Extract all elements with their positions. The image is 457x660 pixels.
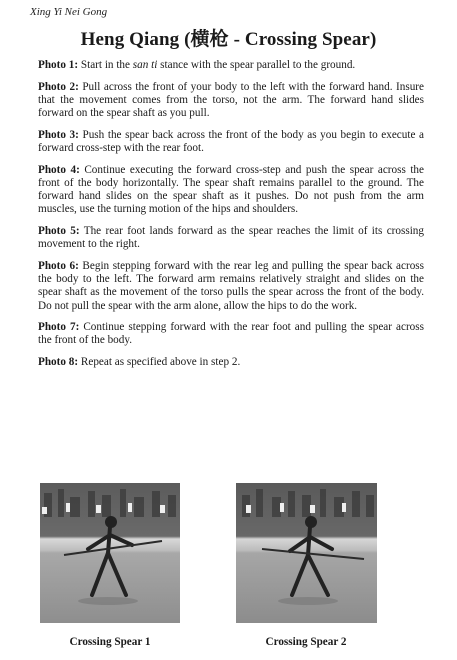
photo-caption-1: Crossing Spear 1 — [69, 636, 151, 648]
step-label: Photo 7: — [38, 321, 80, 334]
step-paragraph — [38, 59, 424, 72]
stance-term: san ti — [132, 59, 158, 71]
page-title: Heng Qiang (横枪 - Crossing Spear) — [80, 29, 377, 50]
running-head: Xing Yi Nei Gong — [30, 6, 108, 18]
photo-image — [236, 483, 377, 623]
step-text: The rear foot lands forward as the spear reaches the limit of its crossing movement to the right. — [38, 225, 424, 251]
step-text: Begin stepping forward with the rear leg and pulling the spear back across the body to the left. The forward arm remains relatively straight and slides on the spear shaft as the movement of the torso pulls the spear across the front of the body. Do not pull the spear with the arm alone, allow the hips to do the work. — [38, 259, 424, 312]
step-text: stance with the spear parallel to the ground. — [157, 59, 356, 71]
step-text: Start in the — [78, 59, 133, 71]
step-paragraph — [38, 164, 424, 217]
step-text: Continue executing the forward cross-step and push the spear across the front of the body horizontally. The spear shaft remains parallel to the ground. The forward hand slides on the spear shaft as it pushes. Do not push from the arm muscles, use the turning motion of the hips and shoulders. — [38, 163, 424, 216]
step-paragraph — [38, 260, 424, 313]
step-label: Photo 5: — [38, 225, 80, 238]
step-paragraph — [38, 356, 424, 369]
step-label: Photo 4: — [38, 163, 80, 176]
photo-crossing-spear-1 — [40, 483, 180, 623]
step-paragraph — [38, 321, 424, 347]
step-label: Photo 8: — [38, 356, 79, 369]
step-paragraph — [38, 225, 424, 251]
step-text: Repeat as specified above in step 2. — [78, 356, 241, 369]
step-paragraph — [38, 81, 424, 121]
step-label: Photo 3: — [38, 128, 79, 141]
step-label: Photo 1: — [38, 59, 79, 71]
photo-caption-2: Crossing Spear 2 — [265, 636, 347, 648]
step-text: Pull across the front of your body to the left with the forward hand. Insure that the movement comes from the torso, not the arm. The forward hand slides forward on the spear shaft as you pull. — [38, 80, 424, 120]
step-text: Continue stepping forward with the rear foot and pulling the spear across the front of the body. — [38, 321, 424, 347]
step-text: Push the spear back across the front of the body as you begin to execute a forward cross-step with the rear foot. — [38, 128, 425, 155]
step-label: Photo 2: — [38, 80, 79, 93]
instructions — [38, 59, 424, 378]
photo-crossing-spear-2 — [236, 483, 377, 623]
step-label: Photo 6: — [38, 259, 79, 272]
photo-image — [40, 483, 180, 623]
step-paragraph — [38, 129, 424, 155]
